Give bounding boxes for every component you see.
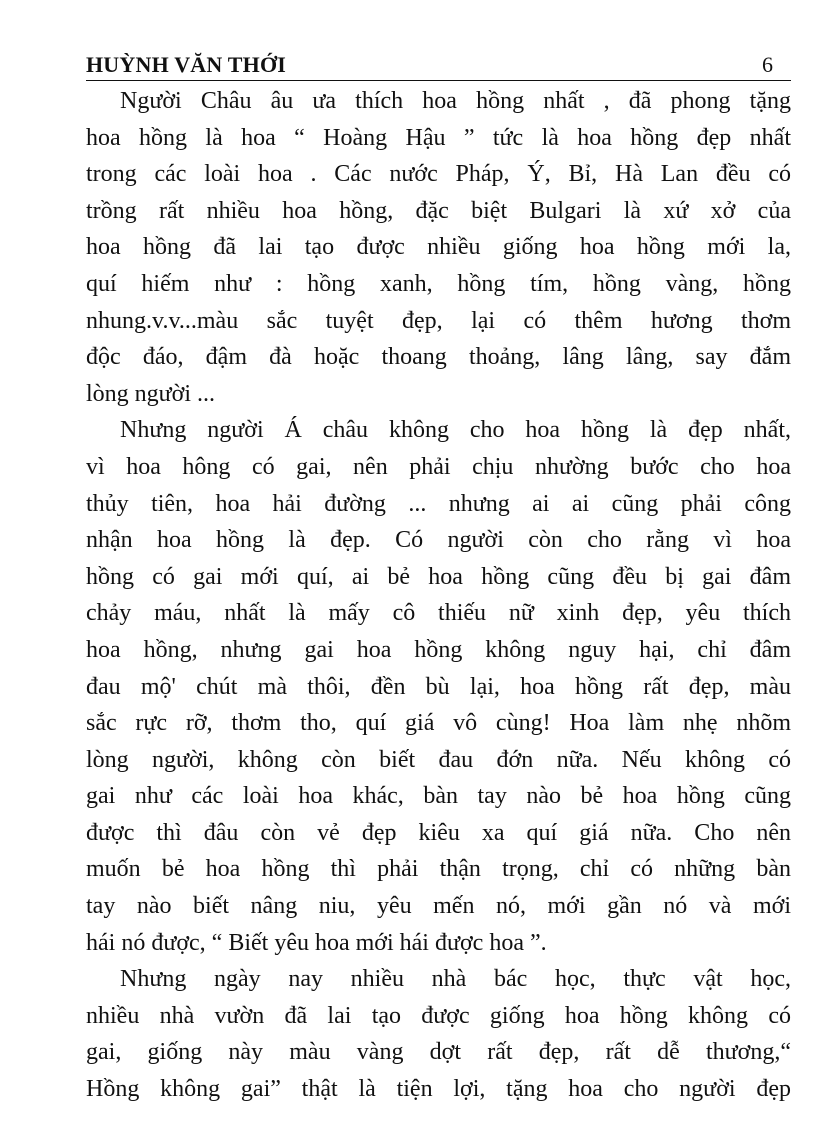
text-line: Nhưng ngày nay nhiều nhà bác học, thực vật học, bbox=[120, 966, 791, 993]
text-line: trồng rất nhiều hoa hồng, đặc biệt Bulgari là xứ xở của bbox=[86, 197, 791, 224]
text-line: hái nó được, “ Biết yêu hoa mới hái được hoa ”. bbox=[86, 929, 547, 956]
running-header bbox=[86, 50, 791, 81]
book-page bbox=[86, 50, 791, 1108]
text-line: hoa hồng đã lai tạo được nhiều giống hoa hồng mới la, bbox=[86, 234, 791, 261]
text-line: đau mộ' chút mà thôi, đền bù lại, hoa hồng rất đẹp, màu bbox=[86, 673, 791, 700]
text-line: hồng có gai mới quí, ai bẻ hoa hồng cũng đều bị gai đâm bbox=[86, 563, 791, 590]
text-line: thủy tiên, hoa hải đường ... nhưng ai ai cũng phải công bbox=[86, 490, 791, 517]
text-line: hoa hồng là hoa “ Hoàng Hậu ” tức là hoa hồng đẹp nhất bbox=[86, 124, 791, 151]
page-number: 6 bbox=[762, 52, 773, 77]
body-text bbox=[86, 83, 791, 1108]
text-line: nhung.v.v...màu sắc tuyệt đẹp, lại có thêm hương thơm bbox=[86, 307, 791, 334]
text-line: quí hiếm như : hồng xanh, hồng tím, hồng vàng, hồng bbox=[86, 270, 791, 297]
text-line: Hồng không gai” thật là tiện lợi, tặng hoa cho người đẹp bbox=[86, 1076, 791, 1103]
text-line: gai như các loài hoa khác, bàn tay nào bẻ hoa hồng cũng bbox=[86, 783, 791, 810]
text-line: nhiều nhà vườn đã lai tạo được giống hoa hồng không có bbox=[86, 1002, 791, 1029]
text-line: được thì đâu còn vẻ đẹp kiêu xa quí giá nữa. Cho nên bbox=[86, 819, 791, 846]
text-line: Nhưng người Á châu không cho hoa hồng là đẹp nhất, bbox=[120, 417, 791, 444]
header-title: HUỲNH VĂN THỚI bbox=[86, 52, 287, 77]
text-line: lòng người, không còn biết đau đớn nữa. Nếu không có bbox=[86, 746, 791, 773]
text-line: tay nào biết nâng niu, yêu mến nó, mới gần nó và mới bbox=[86, 893, 791, 920]
text-line: hoa hồng, nhưng gai hoa hồng không nguy hại, chỉ đâm bbox=[86, 636, 791, 663]
text-line: nhận hoa hồng là đẹp. Có người còn cho rằng vì hoa bbox=[86, 527, 791, 554]
text-line: chảy máu, nhất là mấy cô thiếu nữ xinh đẹp, yêu thích bbox=[86, 600, 791, 627]
text-line: muốn bẻ hoa hồng thì phải thận trọng, chỉ có những bàn bbox=[86, 856, 791, 883]
text-line: Người Châu âu ưa thích hoa hồng nhất , đã phong tặng bbox=[120, 88, 791, 114]
text-line: trong các loài hoa . Các nước Pháp, Ý, Bỉ, Hà Lan đều có bbox=[86, 161, 791, 188]
text-line: vì hoa hông có gai, nên phải chịu nhường bước cho hoa bbox=[86, 453, 791, 480]
text-line: độc đáo, đậm đà hoặc thoang thoảng, lâng lâng, say đắm bbox=[86, 344, 791, 371]
text-line: gai, giống này màu vàng dợt rất đẹp, rất dễ thương,“ bbox=[86, 1039, 791, 1066]
text-line: lòng người ... bbox=[86, 380, 216, 407]
text-line: sắc rực rỡ, thơm tho, quí giá vô cùng! Hoa làm nhẹ nhõm bbox=[86, 710, 791, 737]
